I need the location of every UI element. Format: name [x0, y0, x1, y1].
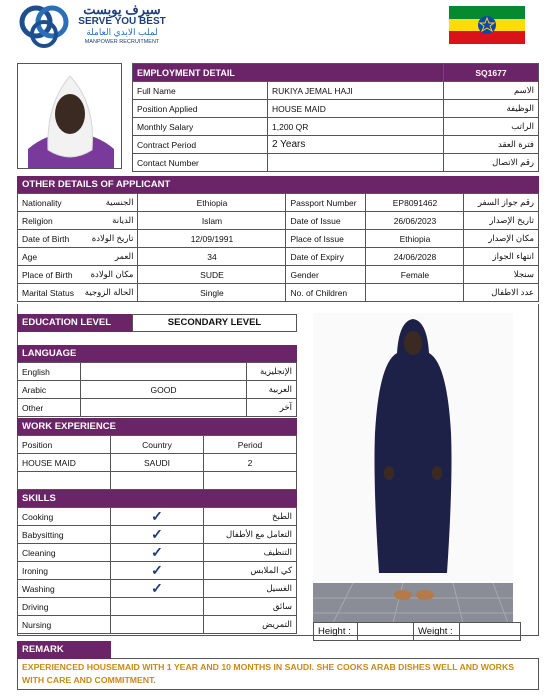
- field-label-arabic: مكان الولادة: [78, 266, 138, 284]
- measurements-table: [313, 622, 521, 641]
- brand-arabic-subtitle: لملب الايدي العاملة: [86, 27, 158, 37]
- education-level-value: SECONDARY LEVEL: [132, 314, 297, 332]
- skill-check: [111, 598, 204, 616]
- language-name-arabic: العربية: [247, 381, 297, 399]
- field-label: Contact Number: [133, 154, 268, 172]
- work-period: 2: [204, 454, 297, 472]
- column-header: Country: [111, 436, 204, 454]
- skill-check: [111, 562, 204, 580]
- table-row: [133, 100, 539, 118]
- table-row: [18, 454, 297, 472]
- field-label: Monthly Salary: [133, 118, 268, 136]
- other-details-title: OTHER DETAILS OF APPLICANT: [17, 176, 539, 193]
- field-label-arabic: سنجلا: [464, 266, 539, 284]
- employment-code: SQ1677: [444, 64, 539, 82]
- language-name: Other: [18, 399, 81, 417]
- field-value: Islam: [138, 212, 286, 230]
- field-label-arabic: الديانة: [78, 212, 138, 230]
- field-label-arabic: الحالة الزوجية: [78, 284, 138, 302]
- field-value: 26/06/2023: [366, 212, 464, 230]
- field-label-arabic: الاسم: [444, 82, 539, 100]
- field-label: Date of Expiry: [286, 248, 366, 266]
- skill-check: [111, 544, 204, 562]
- field-value: 12/09/1991: [138, 230, 286, 248]
- checkmark-icon: ✓: [151, 580, 163, 596]
- field-label-arabic: الجنسية: [78, 194, 138, 212]
- employment-detail-title: EMPLOYMENT DETAIL: [133, 64, 444, 82]
- language-level: [81, 363, 247, 381]
- brand-arabic-name: سيرف يوبست: [83, 2, 161, 17]
- field-value: [366, 284, 464, 302]
- work-experience-table: [17, 435, 297, 490]
- skill-name: Cleaning: [18, 544, 111, 562]
- applicant-photo: [17, 63, 122, 169]
- field-label: Place of Birth: [18, 266, 78, 284]
- table-row: [18, 562, 297, 580]
- field-label: No. of Children: [286, 284, 366, 302]
- field-label-arabic: عدد الاطفال: [464, 284, 539, 302]
- field-label: Marital Status: [18, 284, 78, 302]
- table-row: [18, 616, 297, 634]
- field-label: Age: [18, 248, 78, 266]
- other-details-table: [17, 193, 539, 302]
- table-row: [133, 82, 539, 100]
- work-experience-title: WORK EXPERIENCE: [17, 418, 297, 435]
- height-label: Height :: [314, 623, 358, 641]
- table-row: [18, 381, 297, 399]
- language-name-arabic: آخر: [247, 399, 297, 417]
- field-label-arabic: تاريخ الإصدار: [464, 212, 539, 230]
- employment-detail-table: [132, 63, 539, 172]
- work-period: [204, 472, 297, 490]
- skill-name: Babysitting: [18, 526, 111, 544]
- table-row: [18, 544, 297, 562]
- skill-name-arabic: الغسيل: [204, 580, 297, 598]
- field-label: Nationality: [18, 194, 78, 212]
- table-row: [133, 154, 539, 172]
- skill-name-arabic: الطبخ: [204, 508, 297, 526]
- work-country: [111, 472, 204, 490]
- applicant-full-photo: [313, 313, 513, 623]
- field-label: Full Name: [133, 82, 268, 100]
- work-position: [18, 472, 111, 490]
- field-label-arabic: الراتب: [444, 118, 539, 136]
- height-value: [358, 623, 414, 641]
- table-row: [18, 248, 539, 266]
- field-label-arabic: انتهاء الجواز: [464, 248, 539, 266]
- field-label: Date of Birth: [18, 230, 78, 248]
- table-row: [18, 472, 297, 490]
- remark-text: EXPERIENCED HOUSEMAID WITH 1 YEAR AND 10 MONTHS IN SAUDI. SHE COOKS ARAB DISHES WELL AND WORKS WITH CARE AND COMMITMENT.: [22, 662, 515, 685]
- field-label-arabic: مكان الإصدار: [464, 230, 539, 248]
- skill-name-arabic: سائق: [204, 598, 297, 616]
- brand-name: SERVE YOU BEST: [78, 16, 166, 27]
- column-header: Position: [18, 436, 111, 454]
- language-name: Arabic: [18, 381, 81, 399]
- table-row: [18, 194, 539, 212]
- field-value: 2 Years: [268, 136, 444, 154]
- field-value: Ethiopia: [366, 230, 464, 248]
- table-row: [18, 363, 297, 381]
- company-logo: [18, 4, 168, 52]
- field-value: 1,200 QR: [268, 118, 444, 136]
- work-position: HOUSE MAID: [18, 454, 111, 472]
- skill-name: Ironing: [18, 562, 111, 580]
- field-label: Religion: [18, 212, 78, 230]
- field-value: Single: [138, 284, 286, 302]
- language-level: GOOD: [81, 381, 247, 399]
- skill-check: [111, 508, 204, 526]
- table-row: [18, 266, 539, 284]
- language-name: English: [18, 363, 81, 381]
- education-level-label: EDUCATION LEVEL: [17, 314, 132, 332]
- skill-name: Washing: [18, 580, 111, 598]
- field-value: [268, 154, 444, 172]
- field-value: 34: [138, 248, 286, 266]
- weight-value: [460, 623, 521, 641]
- field-label-arabic: تاريخ الولادة: [78, 230, 138, 248]
- remark-title: REMARK: [17, 641, 111, 659]
- table-row: [18, 284, 539, 302]
- skill-name-arabic: التمريض: [204, 616, 297, 634]
- field-value: 24/06/2028: [366, 248, 464, 266]
- checkmark-icon: ✓: [151, 508, 163, 524]
- brand-subtitle: MANPOWER RECRUITMENT: [84, 39, 160, 45]
- field-label: Position Applied: [133, 100, 268, 118]
- field-label-arabic: فترة العقد: [444, 136, 539, 154]
- skill-check: [111, 526, 204, 544]
- skill-name: Nursing: [18, 616, 111, 634]
- table-row: [18, 526, 297, 544]
- language-level: [81, 399, 247, 417]
- table-row: [133, 136, 539, 154]
- language-name-arabic: الإنجليزية: [247, 363, 297, 381]
- table-row: [18, 598, 297, 616]
- table-row: [18, 508, 297, 526]
- skill-check: [111, 580, 204, 598]
- skill-name: Driving: [18, 598, 111, 616]
- field-value: RUKIYA JEMAL HAJI: [268, 82, 444, 100]
- field-label: Place of Issue: [286, 230, 366, 248]
- skill-name-arabic: كي الملابس: [204, 562, 297, 580]
- field-value: HOUSE MAID: [268, 100, 444, 118]
- language-title: LANGUAGE: [17, 345, 297, 362]
- table-row: [18, 230, 539, 248]
- work-country: SAUDI: [111, 454, 204, 472]
- ethiopia-flag-icon: [449, 6, 525, 44]
- column-header: Period: [204, 436, 297, 454]
- language-table: [17, 362, 297, 417]
- checkmark-icon: ✓: [151, 544, 163, 560]
- table-row: [314, 623, 521, 641]
- skill-check: [111, 616, 204, 634]
- weight-label: Weight :: [414, 623, 460, 641]
- field-label: Date of Issue: [286, 212, 366, 230]
- table-row: [18, 212, 539, 230]
- table-row: [18, 399, 297, 417]
- field-label: Contract Period: [133, 136, 268, 154]
- table-row: [133, 118, 539, 136]
- field-label-arabic: الوظيفة: [444, 100, 539, 118]
- field-value: Ethiopia: [138, 194, 286, 212]
- checkmark-icon: ✓: [151, 526, 163, 542]
- field-value: Female: [366, 266, 464, 284]
- skill-name: Cooking: [18, 508, 111, 526]
- field-value: EP8091462: [366, 194, 464, 212]
- skills-title: SKILLS: [17, 490, 297, 507]
- field-label: Passport Number: [286, 194, 366, 212]
- skills-table: [17, 507, 297, 634]
- skill-name-arabic: التعامل مع الأطفال: [204, 526, 297, 544]
- field-value: SUDE: [138, 266, 286, 284]
- skill-name-arabic: التنظيف: [204, 544, 297, 562]
- field-label-arabic: رقم جواز السفر: [464, 194, 539, 212]
- logo-emblem-icon: [18, 4, 70, 50]
- field-label: Gender: [286, 266, 366, 284]
- checkmark-icon: ✓: [151, 562, 163, 578]
- field-label-arabic: العمر: [78, 248, 138, 266]
- table-row: [18, 580, 297, 598]
- table-header-row: [18, 436, 297, 454]
- field-label-arabic: رقم الاتصال: [444, 154, 539, 172]
